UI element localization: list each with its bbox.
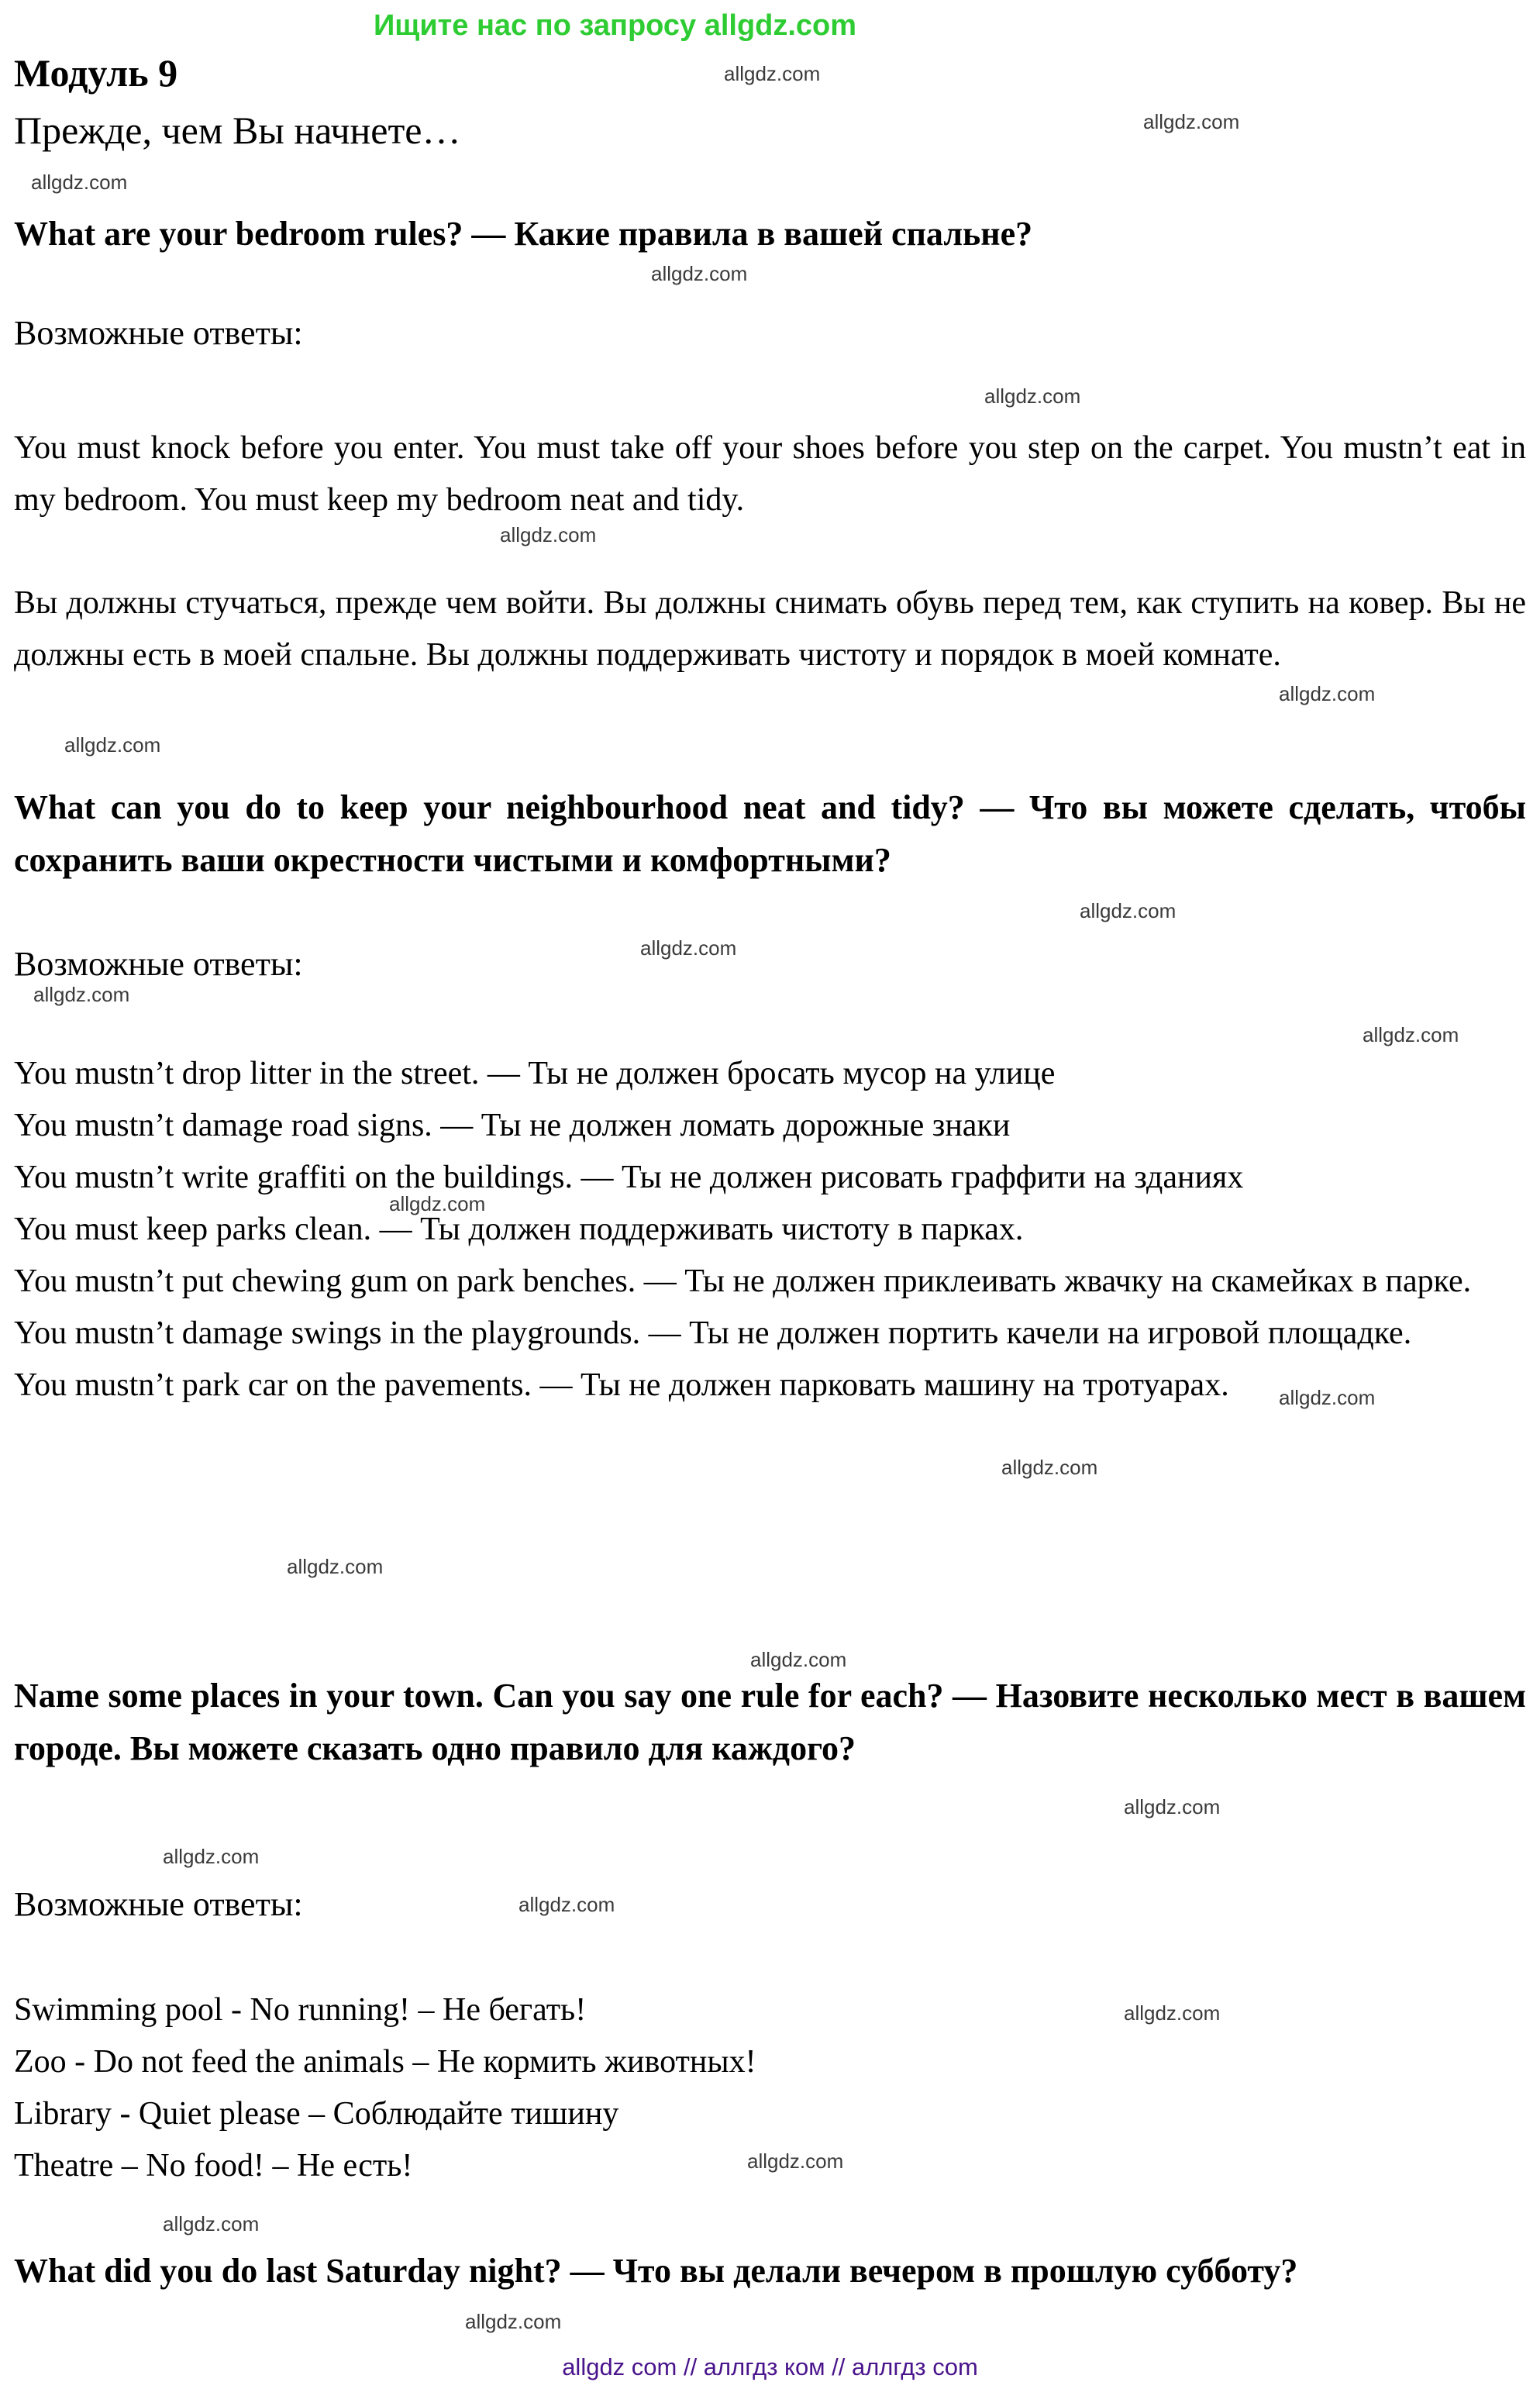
rule-line: You mustn’t write graffiti on the buildings. — Ты не должен рисовать граффити на зданиях	[14, 1160, 1244, 1195]
watermark-text: allgdz.com	[287, 1555, 384, 1578]
answers-label-1: Возможные ответы:	[14, 314, 303, 352]
watermark-text: allgdz.com	[389, 1192, 486, 1215]
watermark-text: allgdz.com	[465, 2310, 562, 2333]
watermark-text: allgdz.com	[519, 1893, 615, 1916]
section-heading-neighbourhood: What can you do to keep your neighbourhood neat and tidy? — Что вы можете сделать, чтобы сохранить ваши окрестности чистыми и комфортными?	[14, 788, 1526, 879]
answer-english-paragraph: You must knock before you enter. You must take off your shoes before you step on the carpet. You mustn’t eat in my bedroom. You must keep my bedroom neat and tidy.	[14, 430, 1526, 518]
watermark-text: allgdz.com	[747, 2149, 844, 2173]
watermark-text: allgdz.com	[1279, 682, 1376, 705]
watermark-text: allgdz.com	[1143, 110, 1240, 133]
watermark-text: allgdz.com	[1279, 1386, 1376, 1409]
promo-banner: Ищите нас по запросу allgdz.com	[373, 9, 857, 42]
rules-list	[14, 1048, 1526, 1412]
answers-label-3: Возможные ответы:	[14, 1885, 303, 1923]
watermark-text: allgdz.com	[1124, 2001, 1221, 2025]
rule-line: You mustn’t park car on the pavements. — Ты не должен парковать машину на тротуарах.	[14, 1367, 1229, 1403]
place-line: Zoo - Do not feed the animals – Не кормить животных!	[14, 2044, 756, 2080]
watermark-text: allgdz.com	[33, 983, 130, 1006]
watermark-text: allgdz.com	[163, 2212, 260, 2235]
answer-russian-paragraph: Вы должны стучаться, прежде чем войти. Вы должны снимать обувь перед тем, как ступить на ковер. Вы не должны есть в моей спальне. Вы должны поддерживать чистоту и порядок в моей комнате.	[14, 585, 1526, 673]
place-line: Theatre – No food! – Не есть!	[14, 2148, 413, 2184]
watermark-text: allgdz.com	[1001, 1456, 1098, 1479]
answers-label-2: Возможные ответы:	[14, 945, 303, 983]
watermark-text: allgdz.com	[31, 171, 128, 194]
watermark-text: allgdz.com	[750, 1648, 847, 1671]
rule-line: You mustn’t damage road signs. — Ты не должен ломать дорожные знаки	[14, 1108, 1011, 1143]
watermark-text: allgdz.com	[1363, 1023, 1459, 1046]
section-heading-places: Name some places in your town. Can you say one rule for each? — Назовите несколько мест в вашем городе. Вы можете сказать одно правило для каждого?	[14, 1677, 1526, 1767]
module-title: Модуль 9	[14, 51, 178, 95]
section-heading-bedroom-rules: What are your bedroom rules? — Какие правила в вашей спальне?	[14, 215, 1033, 253]
rule-line: You mustn’t damage swings in the playgrounds. — Ты не должен портить качели на игровой площадке.	[14, 1315, 1412, 1351]
watermark-text: allgdz.com	[724, 62, 821, 85]
watermark-text: allgdz.com	[984, 384, 1081, 408]
place-line: Library - Quiet please – Соблюдайте тишину	[14, 2096, 619, 2132]
watermark-text: allgdz.com	[64, 733, 161, 757]
module-subtitle: Прежде, чем Вы начнете…	[14, 109, 461, 152]
watermark-text: allgdz.com	[163, 1845, 260, 1868]
rule-line: You mustn’t put chewing gum on park benches. — Ты не должен приклеивать жвачку на скамейках в парке.	[14, 1263, 1472, 1299]
rule-line: You mustn’t drop litter in the street. — Ты не должен бросать мусор на улице	[14, 1056, 1056, 1091]
watermark-text: allgdz.com	[640, 936, 737, 960]
watermark-text: allgdz.com	[1124, 1795, 1221, 1818]
watermark-text: allgdz.com	[1080, 899, 1177, 922]
section-heading-saturday: What did you do last Saturday night? — Что вы делали вечером в прошлую субботу?	[14, 2252, 1298, 2290]
place-line: Swimming pool - No running! – Не бегать!	[14, 1992, 587, 2028]
footer-links: allgdz com // аллгдз ком // аллгдз com	[562, 2353, 978, 2380]
watermark-text: allgdz.com	[500, 523, 597, 546]
rule-line: You must keep parks clean. — Ты должен поддерживать чистоту в парках.	[14, 1212, 1024, 1247]
watermark-text: allgdz.com	[651, 262, 748, 285]
